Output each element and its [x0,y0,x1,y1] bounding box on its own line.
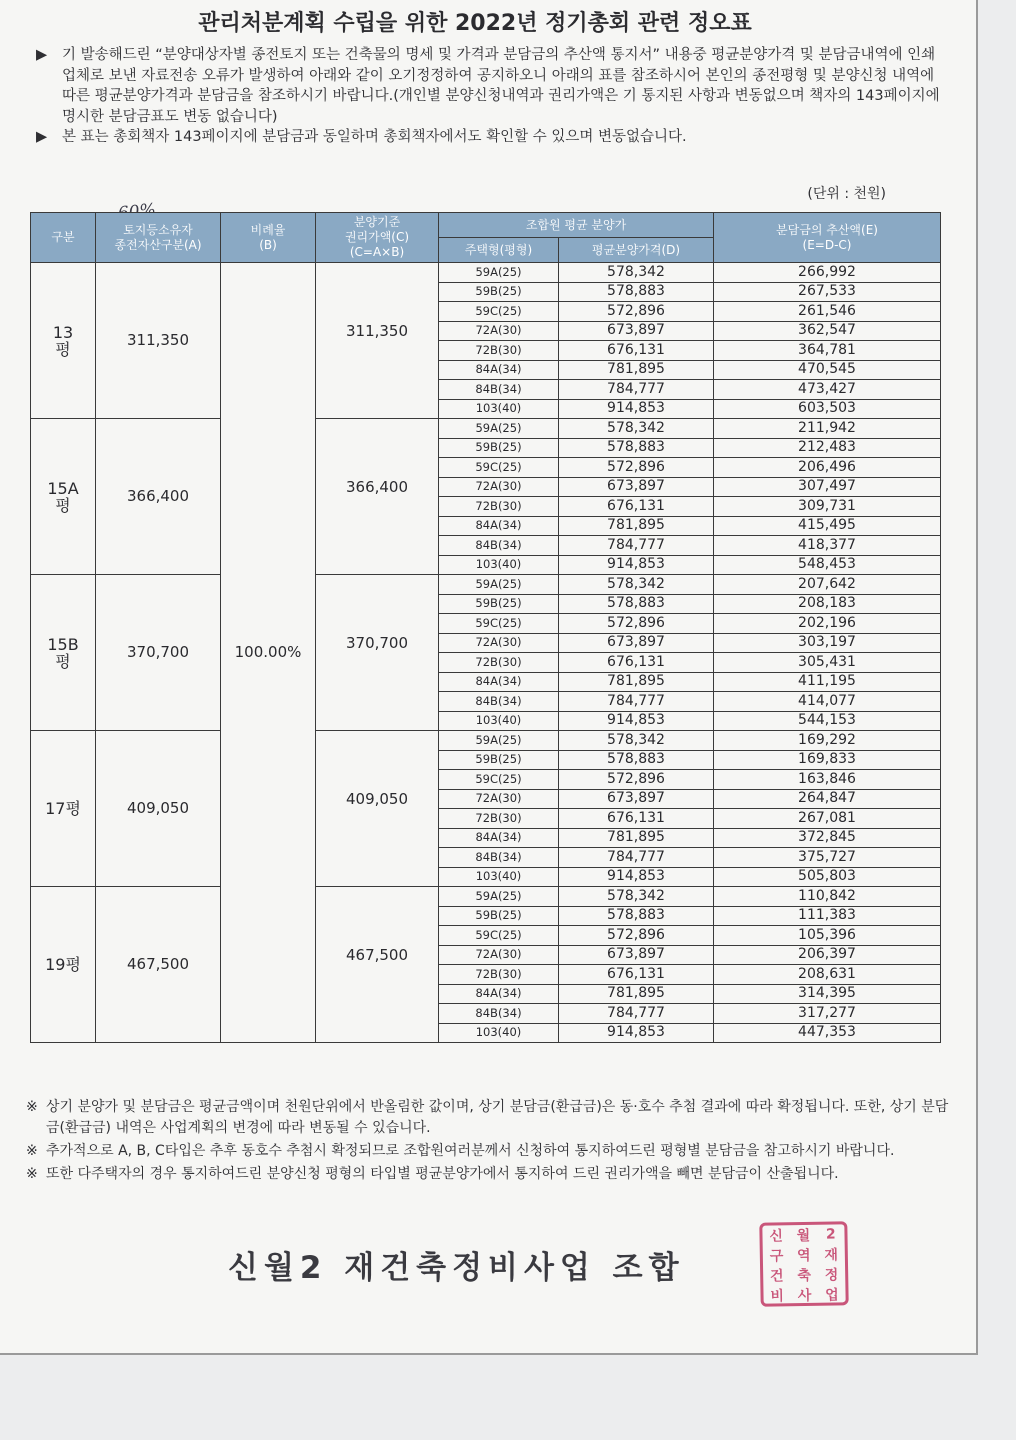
avg-price: 914,853 [559,711,714,731]
contribution-amount: 110,842 [714,887,941,907]
contribution-amount: 314,395 [714,984,941,1004]
contribution-amount: 105,396 [714,926,941,946]
house-type: 84A(34) [439,828,559,848]
contribution-amount: 307,497 [714,477,941,497]
avg-price: 784,777 [559,380,714,400]
house-type: 103(40) [439,711,559,731]
contribution-amount: 305,431 [714,653,941,673]
group-label: 13 평 [31,263,96,419]
house-type: 72A(30) [439,945,559,965]
header-avg-price: 평균분양가격(D) [559,238,714,263]
contribution-amount: 206,397 [714,945,941,965]
contribution-amount: 317,277 [714,1004,941,1024]
contribution-amount: 261,546 [714,302,941,322]
house-type: 59C(25) [439,458,559,478]
table-row [31,419,941,439]
contribution-amount: 206,496 [714,458,941,478]
house-type: 72B(30) [439,809,559,829]
intro-paragraph-2: ▶ 본 표는 총회책자 143페이지에 분담금과 동일하며 총회책자에서도 확인할 수 있으며 변동없습니다. [36,127,946,148]
house-type: 84A(34) [439,360,559,380]
contribution-amount: 309,731 [714,497,941,517]
asset-value: 366,400 [96,419,221,575]
house-type: 72B(30) [439,341,559,361]
contribution-amount: 207,642 [714,575,941,595]
avg-price: 673,897 [559,945,714,965]
avg-price: 781,895 [559,672,714,692]
avg-price: 578,342 [559,263,714,283]
contribution-amount: 470,545 [714,360,941,380]
avg-price: 781,895 [559,360,714,380]
house-type: 59A(25) [439,575,559,595]
contribution-table [30,212,941,1043]
arrow-bullet-icon: ▶ [36,47,48,63]
house-type: 59C(25) [439,302,559,322]
avg-price: 578,342 [559,887,714,907]
avg-price: 676,131 [559,497,714,517]
association-name: 신월2 재건축정비사업 조합 [228,1250,685,1286]
house-type: 84A(34) [439,672,559,692]
avg-price: 676,131 [559,653,714,673]
contribution-amount: 418,377 [714,536,941,556]
house-type: 103(40) [439,555,559,575]
house-type: 103(40) [439,1023,559,1043]
asset-value: 467,500 [96,887,221,1043]
header-contribution: 분담금의 추산액(E) (E=D-C) [714,213,941,263]
avg-price: 676,131 [559,341,714,361]
contribution-amount: 208,183 [714,594,941,614]
official-seal: 신 월 2 구 역 재 건 축 정 비 사 업 [759,1221,848,1307]
avg-price: 781,895 [559,516,714,536]
avg-price: 676,131 [559,809,714,829]
avg-price: 572,896 [559,614,714,634]
house-type: 103(40) [439,867,559,887]
contribution-amount: 267,081 [714,809,941,829]
avg-price: 572,896 [559,926,714,946]
contribution-amount: 603,503 [714,399,941,419]
avg-price: 572,896 [559,302,714,322]
group-label: 15B 평 [31,575,96,731]
house-type: 72B(30) [439,965,559,985]
contribution-amount: 163,846 [714,770,941,790]
rights-value: 409,050 [316,731,439,887]
avg-price: 914,853 [559,399,714,419]
arrow-bullet-icon: ▶ [36,129,48,145]
contribution-amount: 202,196 [714,614,941,634]
contribution-amount: 212,483 [714,438,941,458]
house-type: 72B(30) [439,653,559,673]
group-label: 15A 평 [31,419,96,575]
avg-price: 578,883 [559,594,714,614]
house-type: 59B(25) [439,282,559,302]
header-rights-value: 분양기준 권리가액(C) (C=A×B) [316,213,439,263]
avg-price: 673,897 [559,789,714,809]
avg-price: 781,895 [559,984,714,1004]
note-item: ※ 또한 다주택자의 경우 통지하여드린 분양신청 평형의 타입별 평균분양가에서 통지하여 드린 권리가액을 빼면 분담금이 산출됩니다. [26,1164,956,1185]
avg-price: 578,883 [559,750,714,770]
reference-mark-icon: ※ [26,1143,38,1159]
avg-price: 784,777 [559,848,714,868]
header-avg-price-group: 조합원 평균 분양가 [439,213,714,238]
rights-value: 311,350 [316,263,439,419]
notes-section [26,1097,956,1187]
house-type: 72A(30) [439,633,559,653]
header-group: 구분 [31,213,96,263]
ratio-value: 100.00% [221,263,316,1043]
asset-value: 409,050 [96,731,221,887]
table-row [31,575,941,595]
contribution-amount: 414,077 [714,692,941,712]
avg-price: 578,342 [559,575,714,595]
house-type: 59B(25) [439,438,559,458]
group-label: 17평 [31,731,96,887]
contribution-amount: 264,847 [714,789,941,809]
contribution-amount: 303,197 [714,633,941,653]
header-house-type: 주택형(평형) [439,238,559,263]
contribution-amount: 505,803 [714,867,941,887]
house-type: 59A(25) [439,731,559,751]
house-type: 59B(25) [439,594,559,614]
contribution-amount: 267,533 [714,282,941,302]
contribution-amount: 415,495 [714,516,941,536]
avg-price: 676,131 [559,965,714,985]
avg-price: 578,342 [559,731,714,751]
avg-price: 578,883 [559,438,714,458]
house-type: 72A(30) [439,477,559,497]
avg-price: 578,883 [559,282,714,302]
contribution-amount: 362,547 [714,321,941,341]
contribution-amount: 169,833 [714,750,941,770]
asset-value: 311,350 [96,263,221,419]
contribution-amount: 266,992 [714,263,941,283]
reference-mark-icon: ※ [26,1099,38,1115]
table-row [31,887,941,907]
note-item: ※ 추가적으로 A, B, C타입은 추후 동호수 추첨시 확정되므로 조합원여러분께서 신청하여 통지하여드린 평형별 분담금을 참고하시기 바랍니다. [26,1141,956,1162]
contribution-amount: 111,383 [714,906,941,926]
avg-price: 784,777 [559,1004,714,1024]
table-row [31,731,941,751]
avg-price: 673,897 [559,633,714,653]
avg-price: 572,896 [559,770,714,790]
reference-mark-icon: ※ [26,1166,38,1182]
table-row [31,263,941,283]
note-item: ※ 상기 분양가 및 분담금은 평균금액이며 천원단위에서 반올림한 값이며, 상기 분담금(환급금)은 동·호수 추첨 결과에 따라 확정됩니다. 또한, 상기 분담금(환급금) 내역은 사업계획의 변경에 따라 변동될 수 있습니다. [26,1099,949,1136]
rights-value: 370,700 [316,575,439,731]
house-type: 103(40) [439,399,559,419]
house-type: 59A(25) [439,419,559,439]
house-type: 84B(34) [439,380,559,400]
avg-price: 578,883 [559,906,714,926]
avg-price: 781,895 [559,828,714,848]
unit-label: (단위 : 천원) [807,186,886,202]
house-type: 59B(25) [439,906,559,926]
group-label: 19평 [31,887,96,1043]
house-type: 84B(34) [439,1004,559,1024]
house-type: 59C(25) [439,614,559,634]
house-type: 84B(34) [439,692,559,712]
contribution-amount: 411,195 [714,672,941,692]
house-type: 59B(25) [439,750,559,770]
contribution-amount: 548,453 [714,555,941,575]
document-title: 관리처분계획 수립을 위한 2022년 정기총회 관련 정오표 [198,11,752,36]
house-type: 59C(25) [439,770,559,790]
house-type: 59A(25) [439,887,559,907]
intro-text [36,45,946,148]
house-type: 84B(34) [439,848,559,868]
avg-price: 914,853 [559,555,714,575]
header-land-owner: 토지등소유자 종전자산구분(A) [96,213,221,263]
rights-value: 366,400 [316,419,439,575]
avg-price: 784,777 [559,692,714,712]
intro-paragraph-1: ▶ 기 발송해드린 “분양대상자별 종전토지 또는 건축물의 명세 및 가격과 분담금의 추산액 통지서” 내용중 평균분양가격 및 분담금내역에 인쇄업체로 보낸 자료전송 오류가 발생하여 아래와 같이 오기정정하여 공지하오니 아래의 표를 참조하시어 본인의 종전평형 및 분양신청 내역에 따른 평균분양가격과 분담금을 참조하시기 바랍니다.(개인별 분양신청내역과 권리가액은 기 통지된 사항과 변동없으며 책자의 143페이지에 명시한 분담금표도 변동 없습니다) [36,47,940,125]
house-type: 84B(34) [439,536,559,556]
asset-value: 370,700 [96,575,221,731]
avg-price: 673,897 [559,477,714,497]
house-type: 84A(34) [439,984,559,1004]
house-type: 59C(25) [439,926,559,946]
avg-price: 784,777 [559,536,714,556]
contribution-amount: 211,942 [714,419,941,439]
contribution-amount: 364,781 [714,341,941,361]
house-type: 72A(30) [439,789,559,809]
avg-price: 578,342 [559,419,714,439]
contribution-amount: 375,727 [714,848,941,868]
contribution-amount: 473,427 [714,380,941,400]
rights-value: 467,500 [316,887,439,1043]
avg-price: 914,853 [559,867,714,887]
contribution-amount: 544,153 [714,711,941,731]
table-body [31,263,941,1043]
avg-price: 572,896 [559,458,714,478]
house-type: 59A(25) [439,263,559,283]
house-type: 72A(30) [439,321,559,341]
house-type: 72B(30) [439,497,559,517]
house-type: 84A(34) [439,516,559,536]
contribution-amount: 447,353 [714,1023,941,1043]
avg-price: 914,853 [559,1023,714,1043]
contribution-amount: 169,292 [714,731,941,751]
contribution-amount: 208,631 [714,965,941,985]
contribution-amount: 372,845 [714,828,941,848]
avg-price: 673,897 [559,321,714,341]
header-ratio: 비례율 (B) [221,213,316,263]
